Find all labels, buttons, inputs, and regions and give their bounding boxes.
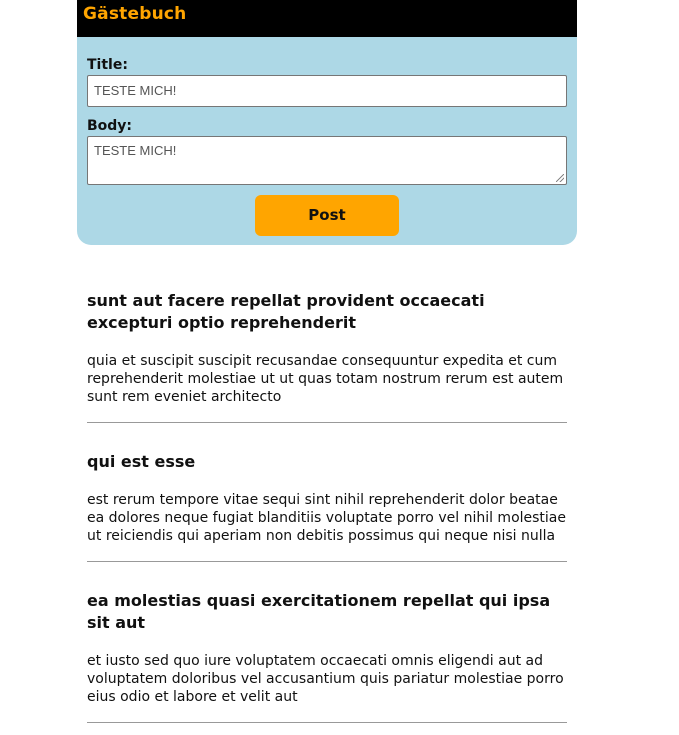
- post-body: quia et suscipit suscipit recusandae consequuntur expedita et cum reprehenderit molestiae ut ut quas totam nostrum rerum est autem sunt rem eveniet architecto: [87, 353, 564, 405]
- post-title: sunt aut facere repellat provident occaecati excepturi optio reprehenderit: [87, 291, 485, 332]
- guestbook-form-panel: [77, 0, 577, 245]
- guestbook-title: Gästebuch: [83, 4, 187, 24]
- post-item: [87, 280, 567, 423]
- post-title: qui est esse: [87, 452, 196, 471]
- title-input[interactable]: TESTE MICH!: [87, 75, 567, 107]
- guestbook-header: [77, 0, 577, 37]
- post-title: ea molestias quasi exercitationem repellat qui ipsa sit aut: [87, 591, 551, 632]
- post-body: est rerum tempore vitae sequi sint nihil reprehenderit dolor beatae ea dolores neque fugiat blanditiis voluptate porro vel nihil molestiae ut reiciendis qui aperiam non debitis possimus qui neque nisi nulla: [87, 492, 567, 544]
- post-item: [87, 441, 567, 562]
- post-button[interactable]: Post: [255, 195, 399, 236]
- resize-grip-icon[interactable]: [556, 174, 564, 182]
- post-item: [87, 580, 567, 723]
- post-list: [87, 280, 567, 723]
- title-label: Title:: [87, 57, 128, 73]
- body-textarea-value: TESTE MICH!: [94, 143, 177, 158]
- body-textarea[interactable]: [87, 136, 567, 185]
- post-body: et iusto sed quo iure voluptatem occaecati omnis eligendi aut ad voluptatem doloribus vel accusantium quis pariatur molestiae porro eius odio et labore et velit aut: [87, 653, 564, 705]
- body-label: Body:: [87, 118, 133, 134]
